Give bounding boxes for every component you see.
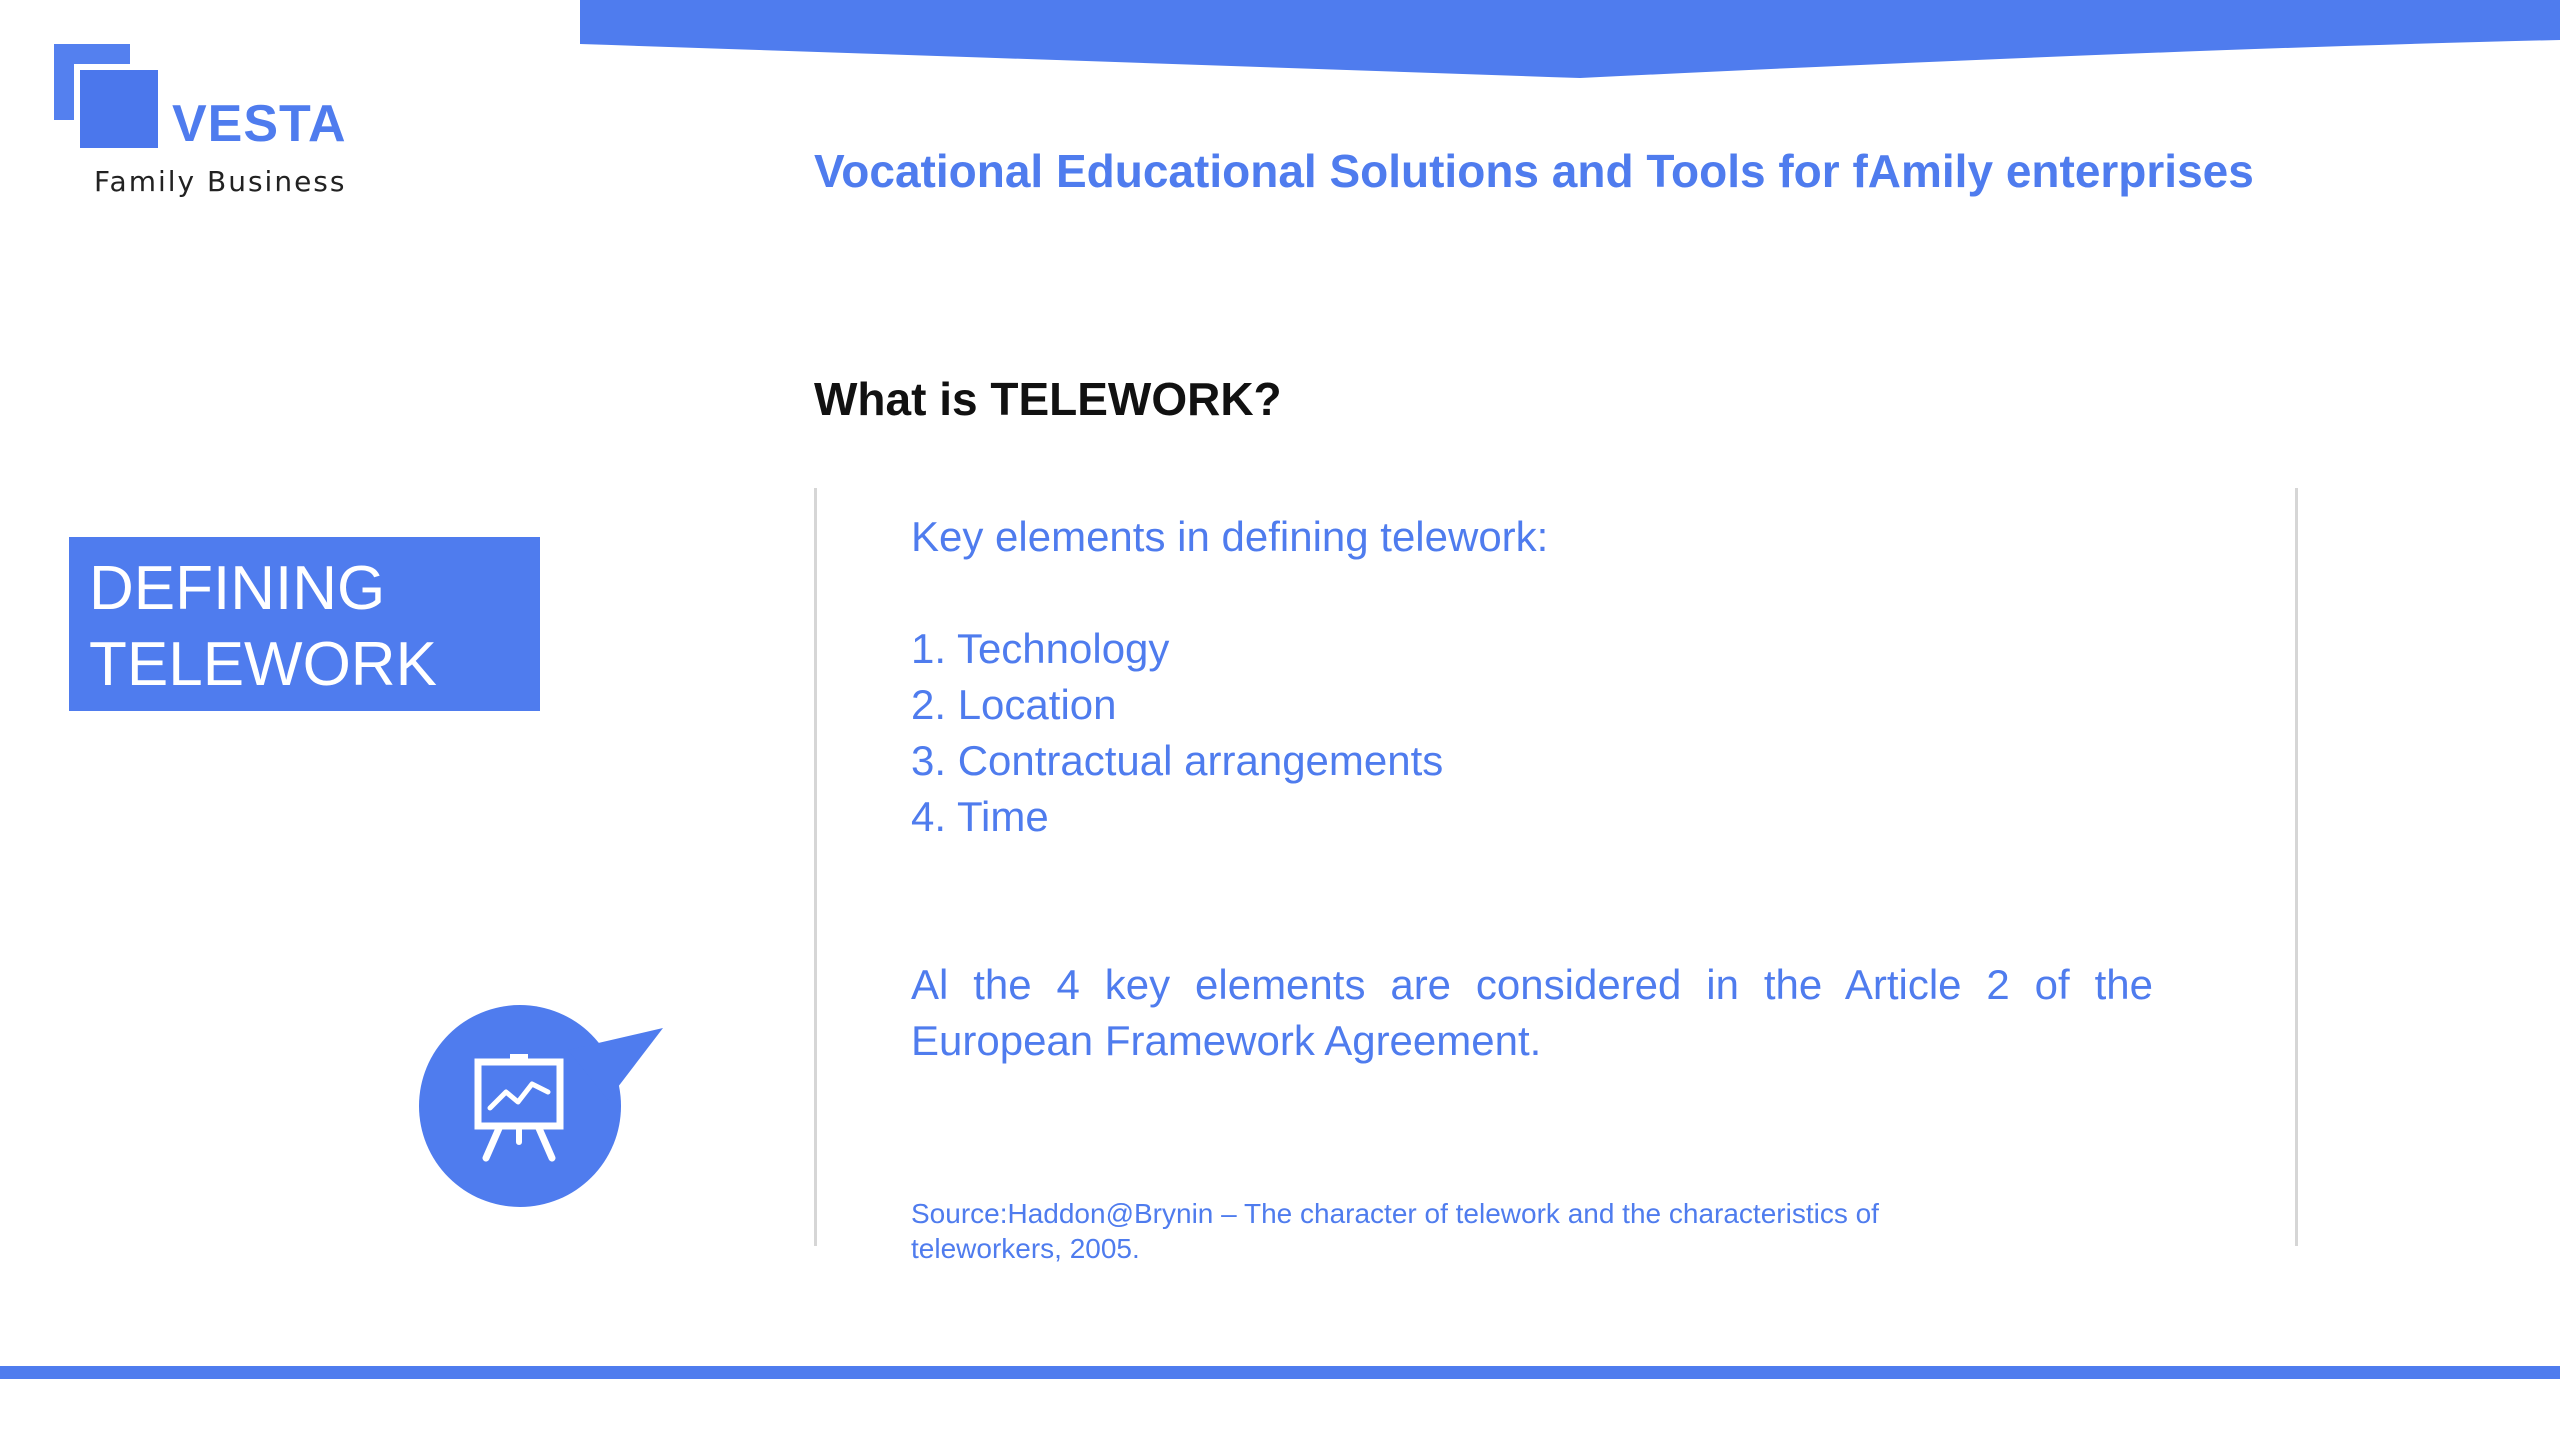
source-citation: Source:Haddon@Brynin – The character of telework and the characteristics of teleworkers, 2005. <box>911 1198 1879 1264</box>
presentation-board-icon <box>418 1000 668 1210</box>
vesta-logo <box>54 44 374 214</box>
top-banner <box>0 0 2560 80</box>
project-title: Vocational Educational Solutions and Tools for fAmily enterprises <box>814 145 2254 197</box>
logo-tagline: Family Business <box>94 165 347 198</box>
list-item: 3. Contractual arrangements <box>911 736 1444 784</box>
content-body <box>911 510 2153 1069</box>
logo-name: VESTA <box>172 95 347 153</box>
bottom-rule <box>0 1366 2560 1379</box>
section-badge-line-1: DEFINING <box>89 554 386 623</box>
slide-heading: What is TELEWORK? <box>814 373 1282 425</box>
section-badge-line-2: TELEWORK <box>89 629 437 699</box>
intro-text: Key elements in defining telework: <box>911 513 1549 560</box>
key-elements-list <box>911 621 2153 845</box>
summary-text: Al the 4 key elements are considered in the Article 2 of the European Framework Agreement. <box>911 960 2153 1064</box>
overlapping-squares-icon <box>80 70 158 148</box>
list-item: 4. Time <box>911 792 1049 840</box>
content-panel <box>814 488 2298 1264</box>
list-item: 2. Location <box>911 680 1117 728</box>
list-item: 1. Technology <box>911 624 1170 672</box>
section-badge <box>69 537 540 711</box>
